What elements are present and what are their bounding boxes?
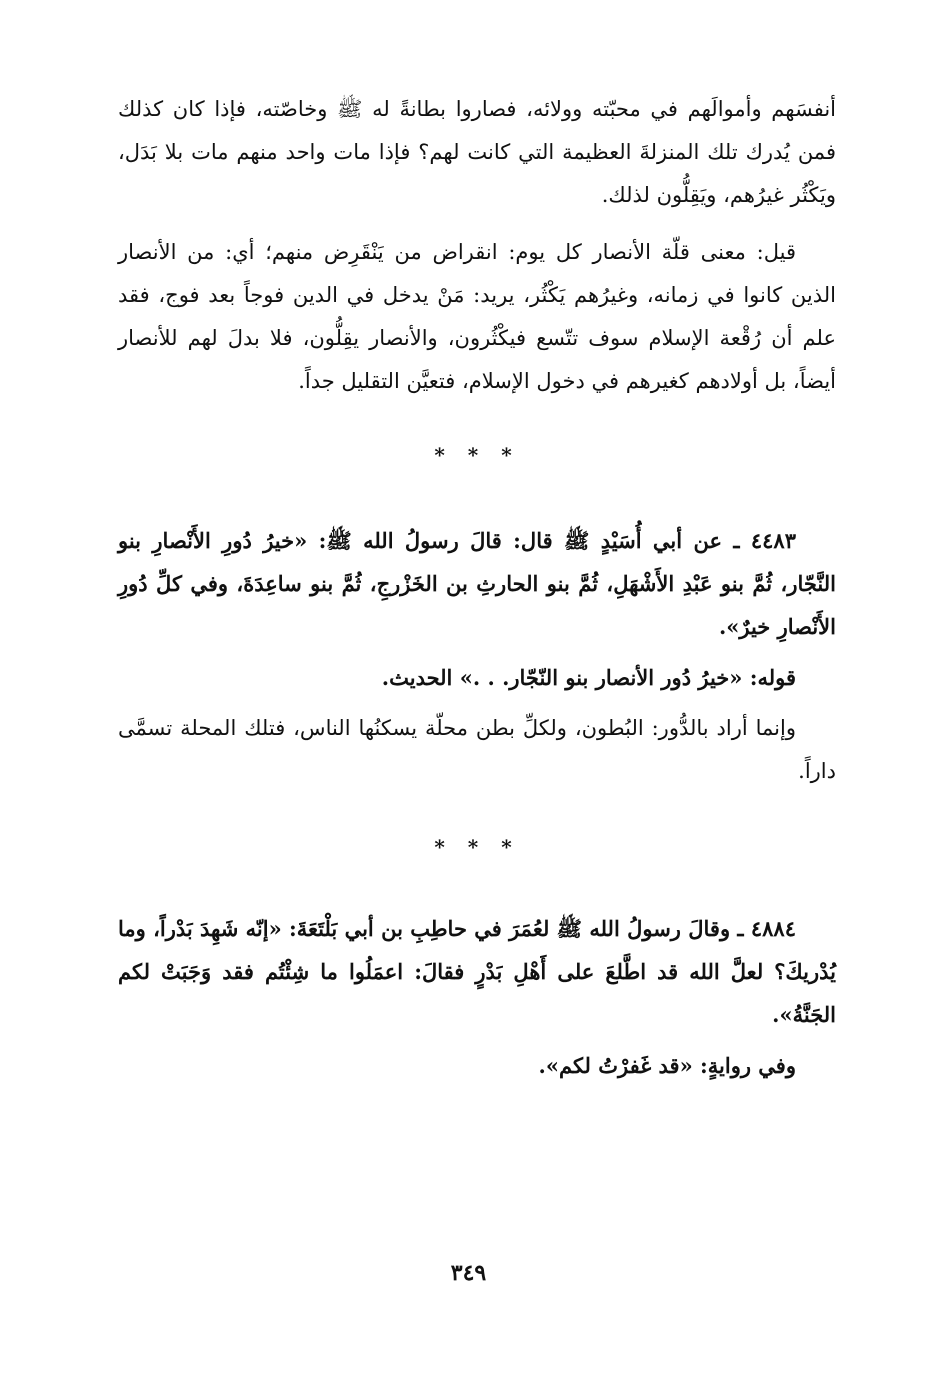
hadith-4884: ٤٨٨٤ ـ وقالَ رسولُ الله ﷺ لعُمَرَ في حاطِبِ بن أبي بَلْتَعَةَ: «إنّه شَهِدَ بَدْراً، وما يُدْريكَ؟ لعلَّ الله قد اطَّلعَ على أَهْلِ بَدْرٍ فقالَ: اعمَلُوا ما شِئْتُم فقد وَجَبَتْ لكم الجَنَّةُ».	[117, 916, 836, 1027]
commentary-paragraph-1: أنفسَهم وأموالَهم في محبّته وولائه، فصاروا بطانةً له ﷺ وخاصّته، فإذا كان كذلك فمن يُدرك تلك المنزلةَ العظيمة التي كانت لهم؟ فإذا مات واحد منهم مات بلا بَدَل، ويَكْثُر غيرُهم، ويَقِلُّون لذلك.	[118, 97, 836, 207]
section-separator-2: * * *	[434, 835, 520, 859]
hadith-variant-narration: وفي روايةٍ: «قد غَفرْتُ لكم».	[538, 1053, 796, 1078]
commentary-quote: قوله: «خيرُ دُور الأنصار بنو النّجّار. . .» الحديث.	[381, 665, 796, 690]
page-body	[118, 88, 836, 1087]
commentary-paragraph-2: قيل: معنى قلّة الأنصار كل يوم: انقراض من يَنْقَرِض منهم؛ أي: من الأنصار الذين كانوا في زمانه، وغيرُهم يَكْثُر، يريد: مَنْ يدخل في الدين فوجاً بعد فوج، فقد علم أن رُقْعة الإسلام سوف تتّسع فيكْثُرون، والأنصار يقِلُّون، فلا بدلَ لهم للأنصار أيضاً، بل أولادهم كغيرهم في دخول الإسلام، فتعيَّن التقليل جداً.	[118, 240, 836, 393]
commentary-paragraph-3: وإنما أراد بالدُّور: البُطون، ولكلِّ بطن محلّة يسكنُها الناس، فتلك المحلة تسمَّى داراً.	[118, 716, 836, 783]
hadith-4483: ٤٤٨٣ ـ عن أبي أُسَيْدٍ ﷺ قال: قالَ رسولُ الله ﷺ: «خيرُ دُورِ الأَنْصارِ بنو النَّجّار، ثُمَّ بنو عَبْدِ الأَشْهَلِ، ثُمَّ بنو الحارثِ بن الخَزْرجِ، ثُمَّ بنو ساعِدَةَ، وفي كلِّ دُورِ الأَنْصارِ خيرٌ».	[118, 528, 836, 639]
page-number: ٣٤٩	[450, 1260, 487, 1286]
section-separator-1: * * *	[434, 443, 520, 467]
